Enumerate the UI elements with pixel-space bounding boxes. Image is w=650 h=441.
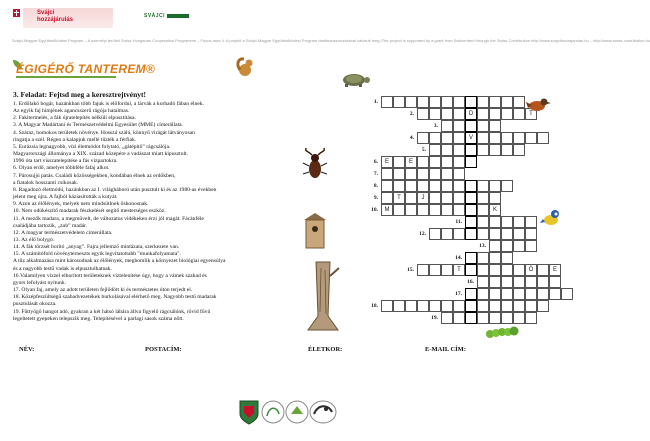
crossword-cell[interactable]: [537, 276, 549, 288]
crossword-row-number: 7.: [373, 171, 378, 177]
crossword-cell[interactable]: [501, 132, 513, 144]
crossword-cell[interactable]: [393, 204, 405, 216]
postal-label: POSTACÍM:: [145, 346, 182, 353]
crossword-cell[interactable]: [525, 288, 537, 300]
crossword-cell[interactable]: [489, 132, 501, 144]
crossword-cell[interactable]: [417, 132, 429, 144]
crossword-solution-cell[interactable]: [465, 204, 477, 216]
crossword-cell[interactable]: [501, 216, 513, 228]
crossword-cell[interactable]: [549, 288, 561, 300]
partner-logo-3-icon: [286, 401, 308, 423]
crossword-solution-cell[interactable]: [465, 264, 477, 276]
crossword-cell[interactable]: [513, 300, 525, 312]
crossword-solution-cell[interactable]: [465, 180, 477, 192]
crossword-cell[interactable]: [441, 180, 453, 192]
crossword-cell[interactable]: [429, 180, 441, 192]
brand-title: ÉGIGÉRŐ TANTEREM®: [16, 62, 156, 76]
crossword-cell[interactable]: [417, 300, 429, 312]
crossword-cell[interactable]: [477, 192, 489, 204]
crossword-cell[interactable]: [441, 144, 453, 156]
crossword-solution-cell[interactable]: V: [465, 132, 477, 144]
question-line: 2. Fakitermelés, a fák újratelepítés nélküli elpusztítása.: [13, 115, 136, 122]
crossword-cell[interactable]: [453, 120, 465, 132]
crossword-cell[interactable]: [489, 288, 501, 300]
crossword-cell[interactable]: [453, 192, 465, 204]
crossword-cell[interactable]: J: [417, 192, 429, 204]
crossword-cell[interactable]: [477, 120, 489, 132]
crossword-cell[interactable]: [513, 288, 525, 300]
crossword-cell[interactable]: [429, 168, 441, 180]
crossword-solution-cell[interactable]: [465, 312, 477, 324]
question-line: 1. Erdőlakó bogár, hazánkban több fajuk is előfordul, a lárvák a korhadó fában élnek.: [13, 101, 204, 107]
caterpillar-icon: [485, 324, 519, 340]
program-logo-text: SVÁJCI: [144, 13, 166, 19]
crossword-cell[interactable]: [525, 132, 537, 144]
crossword-solution-cell[interactable]: [465, 300, 477, 312]
logo-text-line2: hozzájárulás: [37, 17, 74, 23]
crossword-cell[interactable]: [405, 300, 417, 312]
question-line: családjába tartozik, „zub” madár.: [13, 222, 88, 229]
crossword-cell[interactable]: [501, 228, 513, 240]
crossword-row-number: 10.: [371, 207, 378, 213]
crossword-cell[interactable]: [381, 180, 393, 192]
tit-bird-icon: [540, 207, 562, 229]
crossword-cell[interactable]: [453, 312, 465, 324]
crossword-cell[interactable]: [441, 192, 453, 204]
crossword-cell[interactable]: [477, 300, 489, 312]
crossword-cell[interactable]: [381, 168, 393, 180]
crossword-cell[interactable]: [489, 108, 501, 120]
crossword-cell[interactable]: [513, 312, 525, 324]
question-line: 6. Olyan erdő, amelyet többféle fafaj alkot.: [13, 165, 110, 172]
crossword-cell[interactable]: [429, 144, 441, 156]
crossword-solution-cell[interactable]: [465, 252, 477, 264]
crossword-cell[interactable]: [453, 96, 465, 108]
age-label: ÉLETKOR:: [308, 346, 343, 353]
name-label: NÉV:: [19, 346, 35, 353]
crossword-cell[interactable]: [441, 132, 453, 144]
crossword-cell[interactable]: [525, 312, 537, 324]
crossword-cell[interactable]: [537, 288, 549, 300]
funding-notice: Svájci-Magyar Együttműködési Program – A személyi területi Swiss-Hungarian Cooperation Programme – Focus area 4. A projekt a Svájci-Magyar Együttműködési Program társfinanszírozásával valósult meg./The project is supported by a grant from Switzerland through the Swiss Contribution http://www.svajcihozzajarulas.hu – http://www.swiss-contribution.hu: [12, 38, 650, 43]
question-line: 18. Középfeszültségű szabadvezetékek burkolásával elérhető meg. Nagyobb testű madarak: [13, 294, 217, 301]
crossword-solution-cell[interactable]: D: [465, 108, 477, 120]
crossword-cell[interactable]: [477, 144, 489, 156]
crossword-cell[interactable]: [381, 192, 393, 204]
question-line: ringatja a szél. Régen a kalapjuk mellé tűzték a férfiak.: [13, 136, 137, 143]
question-line: 17. Olyan faj, amely az adott területen fejlődött ki és természetes úton terjedt el.: [13, 287, 193, 294]
crossword-row-number: 2.: [409, 111, 414, 117]
crossword-cell[interactable]: [405, 204, 417, 216]
question-line: a fiatalok hosszanti csíkosak.: [13, 179, 79, 186]
crossword-cell[interactable]: [405, 180, 417, 192]
crossword-cell[interactable]: [441, 264, 453, 276]
crossword-cell[interactable]: [441, 96, 453, 108]
crossword-cell[interactable]: [477, 276, 489, 288]
crossword-cell[interactable]: [537, 300, 549, 312]
question-line: 15. A számítófold növényterneszts egyik legvitatottabb "munkafolyamata".: [13, 251, 181, 258]
crossword-cell[interactable]: [453, 228, 465, 240]
crossword-solution-cell[interactable]: [465, 288, 477, 300]
partner-logos: [236, 398, 344, 431]
question-line: és a nagyobb testű vadak is elpusztulhatnak.: [13, 265, 112, 272]
crossword-cell[interactable]: [453, 300, 465, 312]
crossword-solution-cell[interactable]: [465, 144, 477, 156]
partner-logo-2-icon: [262, 401, 284, 423]
crossword-cell[interactable]: [417, 96, 429, 108]
crossword-cell[interactable]: [489, 96, 501, 108]
crossword-cell[interactable]: [441, 228, 453, 240]
crossword-cell[interactable]: [417, 156, 429, 168]
partner-logo-4-icon: [310, 401, 336, 423]
crossword-cell[interactable]: [477, 96, 489, 108]
crossword-cell[interactable]: [501, 240, 513, 252]
crossword-row-number: 18.: [371, 303, 378, 309]
crossword-cell[interactable]: [501, 264, 513, 276]
crossword-cell[interactable]: [501, 144, 513, 156]
crossword-cell[interactable]: [405, 168, 417, 180]
question-line: jelent meg újra. A fajból háziasították a kutyát.: [13, 194, 118, 201]
crossword-cell[interactable]: Ö: [525, 264, 537, 276]
crossword-row-number: 16.: [467, 279, 474, 285]
crossword-cell[interactable]: [489, 192, 501, 204]
crossword-cell[interactable]: [513, 132, 525, 144]
crossword-cell[interactable]: [489, 144, 501, 156]
crossword-cell[interactable]: [405, 96, 417, 108]
question-line: 4. Száraz, homokos területek növénye. Hosszú szálú, könnyű virágát látványosan: [13, 129, 195, 136]
crossword-cell[interactable]: T: [453, 264, 465, 276]
crossword-cell[interactable]: [489, 120, 501, 132]
crossword-cell[interactable]: [525, 300, 537, 312]
crossword-solution-cell[interactable]: [465, 192, 477, 204]
crossword-cell[interactable]: [513, 264, 525, 276]
crossword-cell[interactable]: [489, 312, 501, 324]
crossword-cell[interactable]: [501, 180, 513, 192]
question-line: legeltetett gyepeken telepszik meg. Telepítésével a parlagi sasok száma nőtt.: [13, 315, 184, 322]
crossword-cell[interactable]: [393, 180, 405, 192]
beetle-icon: [302, 148, 328, 182]
crossword-cell[interactable]: [513, 240, 525, 252]
question-line: gyors lefolyást nyitunk.: [13, 279, 66, 286]
question-line: 5. Eurázsia legnagyobb, vízi életmódot folytató, „gátépítő” rágcsálója.: [13, 143, 171, 150]
crossword-cell[interactable]: [393, 300, 405, 312]
crossword-row-number: 9.: [373, 195, 378, 201]
brand-underline: [16, 76, 116, 78]
crossword-cell[interactable]: [429, 108, 441, 120]
crossword-cell[interactable]: E: [381, 156, 393, 168]
crossword-cell[interactable]: [393, 156, 405, 168]
crossword-row-number: 12.: [419, 231, 426, 237]
crossword-row-number: 17.: [455, 291, 462, 297]
question-line: 13. Az élő bolygó.: [13, 236, 55, 243]
crossword-cell[interactable]: [381, 300, 393, 312]
squirrel-icon: [236, 56, 256, 78]
crossword-cell[interactable]: [501, 96, 513, 108]
crossword-cell[interactable]: [513, 228, 525, 240]
crossword-cell[interactable]: [429, 300, 441, 312]
crossword-cell[interactable]: [429, 96, 441, 108]
crossword-cell[interactable]: [513, 144, 525, 156]
crossword-cell[interactable]: [477, 264, 489, 276]
crossword-cell[interactable]: [453, 204, 465, 216]
crossword-cell[interactable]: [429, 156, 441, 168]
crossword-cell[interactable]: M: [381, 204, 393, 216]
question-line: Az egyik faj himjének agancsszerű rágója hatalmas.: [13, 108, 130, 115]
crossword-cell[interactable]: [501, 276, 513, 288]
crossword-row-number: 8.: [373, 183, 378, 189]
crossword-cell[interactable]: [501, 252, 513, 264]
crossword-cell[interactable]: [525, 276, 537, 288]
question-line: 1996 óta tart visszatelepítése a fás vízpartokra.: [13, 158, 118, 165]
task-title: 3. Feladat: Fejtsd meg a keresztrejtvényt!: [13, 90, 147, 99]
question-line: pusztulását okozza.: [13, 301, 57, 308]
crossword-cell[interactable]: [429, 192, 441, 204]
crossword-cell[interactable]: [417, 264, 429, 276]
question-line: 12. A magyar természetvédelem címerállata.: [13, 229, 113, 236]
crossword-cell[interactable]: K: [489, 204, 501, 216]
crossword-cell[interactable]: [525, 228, 537, 240]
crossword-cell[interactable]: [477, 132, 489, 144]
crossword-cell[interactable]: [501, 108, 513, 120]
crossword-cell[interactable]: [489, 228, 501, 240]
crossword-cell[interactable]: T: [525, 108, 537, 120]
crossword-cell[interactable]: [477, 312, 489, 324]
crossword-cell[interactable]: [453, 168, 465, 180]
crossword-cell[interactable]: [513, 216, 525, 228]
crossword-cell[interactable]: [561, 288, 573, 300]
crossword-cell[interactable]: [549, 276, 561, 288]
crossword-cell[interactable]: [441, 156, 453, 168]
nest-box-icon: [302, 212, 328, 250]
crossword-solution-cell[interactable]: [465, 156, 477, 168]
crossword-cell[interactable]: [489, 180, 501, 192]
crossword-cell[interactable]: [393, 96, 405, 108]
crossword-cell[interactable]: [489, 216, 501, 228]
crossword-cell[interactable]: [405, 192, 417, 204]
question-line: 7. Párosujjú patás. Családi közösségekben, kondában élnek az erdőkben,: [13, 172, 176, 179]
crossword-cell[interactable]: [477, 228, 489, 240]
crossword-cell[interactable]: [489, 276, 501, 288]
crossword-cell[interactable]: [453, 132, 465, 144]
question-line: A tűz alkalmazása mint károsodnak az élőlények, megbomlik a környezet biológiai egyensúlya: [13, 258, 226, 265]
crossword-cell[interactable]: [477, 108, 489, 120]
crossword-cell[interactable]: [489, 240, 501, 252]
crossword-cell[interactable]: [477, 180, 489, 192]
crossword-cell[interactable]: [477, 288, 489, 300]
crossword-cell[interactable]: [393, 168, 405, 180]
crossword-cell[interactable]: [417, 204, 429, 216]
question-line: 9. Azon az élőlények, melyek nem mindsütlnek őshonosnak.: [13, 201, 149, 208]
question-line: 16.Valamilyen vízzel elborított területeknek víztelenítése úgy, hogy a vámek szabad és: [13, 272, 207, 279]
crossword-cell[interactable]: [513, 276, 525, 288]
crossword-row-number: 19.: [431, 315, 438, 321]
turtle-icon: [337, 68, 373, 88]
crossword-cell[interactable]: [441, 108, 453, 120]
question-line: 3. A Magyar Madártani és Természetvédelmi Egyesület (MME) címerállata.: [13, 122, 184, 129]
question-line: 8. Ragadozó életmódú, hazánkban az I. világháború után pusztult ki és az 1980-as években: [13, 186, 217, 193]
program-logo: [144, 13, 189, 20]
question-line: Magyarországi állománya a XIX. század közepére a vadászat miatt kipusztult.: [13, 151, 189, 158]
coat-of-arms-icon: [240, 401, 258, 424]
crossword-cell[interactable]: [441, 300, 453, 312]
crossword-row-number: 15.: [407, 267, 414, 273]
crossword-cell[interactable]: [429, 264, 441, 276]
crossword-cell[interactable]: [453, 144, 465, 156]
crossword-row-number: 11.: [455, 219, 462, 225]
crossword-cell[interactable]: E: [549, 264, 561, 276]
crossword-cell[interactable]: [381, 96, 393, 108]
question-line: 11. A mezők madara, a megművelt, de változatos vidékeken érzi jól magát. Fácánféle: [13, 215, 204, 222]
crossword-cell[interactable]: [441, 204, 453, 216]
crossword-cell[interactable]: [429, 228, 441, 240]
question-line: 10. Nem odúkészítő madarak fészkelését segítő mesterséges eszköz.: [13, 208, 166, 215]
crossword-cell[interactable]: [501, 300, 513, 312]
crossword-cell[interactable]: [453, 156, 465, 168]
crossword-cell[interactable]: [441, 168, 453, 180]
crossword-cell[interactable]: [501, 312, 513, 324]
bird-icon: [524, 96, 552, 114]
question-list: [13, 101, 316, 323]
crossword-cell[interactable]: [537, 264, 549, 276]
crossword-row-number: 1.: [373, 99, 378, 105]
crossword-cell[interactable]: [441, 120, 453, 132]
crossword-row-number: 6.: [373, 159, 378, 165]
crossword-row-number: 3.: [433, 123, 438, 129]
crossword-row-number: 13.: [479, 243, 486, 249]
crossword-cell[interactable]: [417, 168, 429, 180]
email-label: E-MAIL CÍM:: [425, 346, 466, 353]
crossword-cell[interactable]: E: [405, 156, 417, 168]
crossword-cell[interactable]: [441, 312, 453, 324]
tree-trunk-icon: [306, 262, 340, 332]
crossword-row-number: 4.: [409, 135, 414, 141]
crossword-solution-cell[interactable]: [465, 96, 477, 108]
crossword-cell[interactable]: T: [393, 192, 405, 204]
crossword-row-number: 14.: [455, 255, 462, 261]
crossword-row-number: 5.: [421, 147, 426, 153]
crossword-cell[interactable]: [429, 132, 441, 144]
crossword-cell[interactable]: [489, 300, 501, 312]
crossword-cell[interactable]: [477, 252, 489, 264]
crossword-cell[interactable]: [525, 216, 537, 228]
crossword-cell[interactable]: [429, 204, 441, 216]
crossword-cell[interactable]: [525, 240, 537, 252]
question-line: 19. Fűttyögő hangot adó, gyakran a két hátsó lábára állva figyelő rágcsálónk, rövid fűvű: [13, 308, 211, 315]
crossword-cell[interactable]: [489, 264, 501, 276]
crossword-cell[interactable]: [417, 180, 429, 192]
crossword-cell[interactable]: [477, 216, 489, 228]
crossword-solution-cell[interactable]: [465, 228, 477, 240]
crossword-cell[interactable]: [453, 108, 465, 120]
logo-text-line1: Svájci: [37, 10, 55, 16]
crossword-cell[interactable]: [477, 204, 489, 216]
crossword-solution-cell[interactable]: [465, 120, 477, 132]
swiss-flag-icon: [13, 9, 20, 17]
crossword-cell[interactable]: [489, 252, 501, 264]
question-line: 14. A fák törzsét borító „anyag”. Fajra jellemző mintázata, szerkezete van.: [13, 244, 180, 251]
crossword-cell[interactable]: [501, 288, 513, 300]
crossword-cell[interactable]: [453, 180, 465, 192]
crossword-cell[interactable]: [537, 132, 549, 144]
swiss-contribution-logo: [13, 8, 113, 30]
crossword-solution-cell[interactable]: [465, 216, 477, 228]
crossword-cell[interactable]: [417, 108, 429, 120]
